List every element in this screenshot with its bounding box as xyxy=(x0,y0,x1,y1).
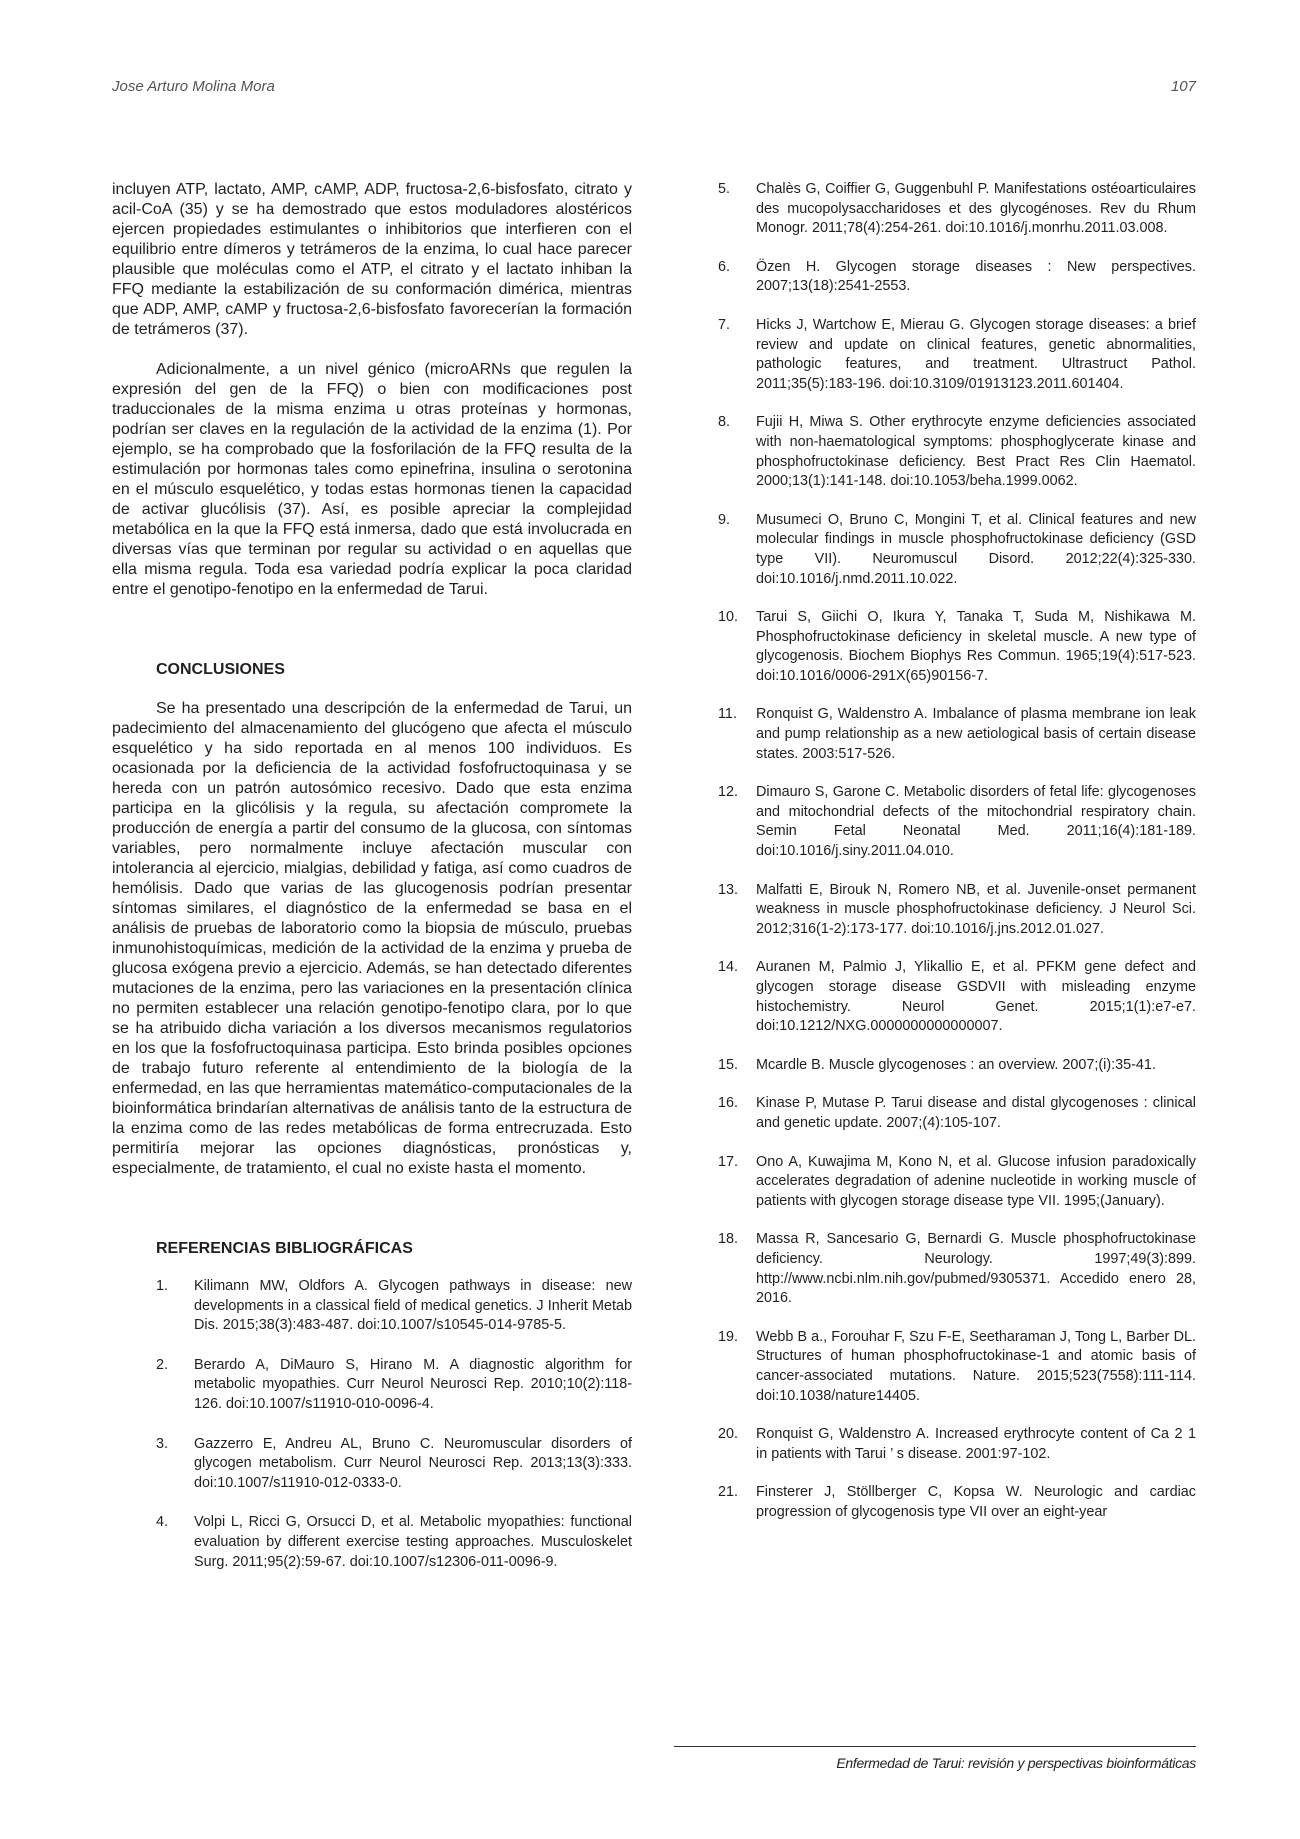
references-heading: REFERENCIAS BIBLIOGRÁFICAS xyxy=(156,1240,413,1257)
running-head-author: Jose Arturo Molina Mora xyxy=(112,78,275,95)
reference-number: 18. xyxy=(718,1231,739,1248)
reference-text: Mcardle B. Muscle glycogenoses : an overview. 2007;(i):35-41. xyxy=(756,1056,1156,1073)
reference-number: 6. xyxy=(718,258,731,275)
reference-item xyxy=(718,1056,1196,1076)
body-paragraph: incluyen ATP, lactato, AMP, cAMP, ADP, fructosa-2,6-bisfosfato, citrato y acil-CoA (35) y se ha demostrado que estos moduladores alostéricos ejercen propiedades estimulantes o inhibitorios que interfieren con el equilibrio entre dímeros y tetrámeros de la enzima, lo cual hace parecer plausible que moléculas como el ATP, el citrato y el lactato inhiban la FFQ mediante la estabilización de su conformación dimérica, mientras que ADP, AMP, cAMP y fructosa-2,6-bisfosfato favorecerían la formación de tetrámeros (37). xyxy=(112,181,632,338)
reference-item xyxy=(718,258,1196,297)
page-number: 107 xyxy=(1170,78,1196,95)
reference-item xyxy=(718,413,1196,491)
reference-number: 9. xyxy=(718,511,731,528)
footer-journal-title: Enfermedad de Tarui: revisión y perspectivas bioinformáticas xyxy=(836,1755,1196,1771)
reference-item xyxy=(156,1435,632,1494)
body-paragraph: Adicionalmente, a un nivel génico (microARNs que regulen la expresión del gen de la FFQ) o bien con modificaciones post traduccionales de la misma enzima u otras proteínas y hormonas, podrían ser claves en la regulación de la actividad de la enzima (1). Por ejemplo, se ha comprobado que la fosforilación de la FFQ resulta de la estimulación por hormonas tales como epinefrina, insulina o serotonina en el músculo esquelético, y todas estas hormonas tienen la capacidad de activar glucólisis (37). Así, es posible apreciar la complejidad metabólica en la que la FFQ está inmersa, dado que está involucrada en diversas vías que terminan por regular su actividad o en aquellas que ella misma regula. Toda esa variedad podría explicar la poca claridad entre el genotipo-fenotipo en la enfermedad de Tarui. xyxy=(112,361,632,598)
reference-text: Finsterer J, Stöllberger C, Kopsa W. Neurologic and cardiac progression of glycogenosis type VII over an eight-year xyxy=(756,1484,1196,1520)
conclusions-paragraph: Se ha presentado una descripción de la enfermedad de Tarui, un padecimiento del almacenamiento del glucógeno que afecta el músculo esquelético y ha sido reportada en al menos 100 individuos. Es ocasionada por la deficiencia de la actividad fosfofructoquinasa y se hereda con un patrón autosómico recesivo. Dado que esta enzima participa en la glicólisis y la regula, su afectación compromete la producción de energía a partir del consumo de la glucosa, con síntomas variables, pero normalmente incluye afectación muscular con intolerancia al ejercicio, mialgias, debilidad y fatiga, así como cuadros de hemólisis. Dado que varias de las glucogenosis podrían presentar síntomas similares, el diagnóstico de la enfermedad se basa en el análisis de pruebas de laboratorio como la biopsia de músculo, pruebas inmunohistoquímicas, medición de la actividad de la enzima y prueba de glucosa exógena previo a ejercicio. Además, se han detectado diferentes mutaciones de la enzima, pero las variaciones en la presentación clínica no permiten establecer una relación genotipo-fenotipo clara, por lo que se ha atribuido dicha variación a los diversos mecanismos regulatorios en los que la fosfofructoquinasa participa. Esto brinda posibles opciones de trabajo futuro referente al entendimiento de la biología de la enfermedad, en las que herramientas matemático-computacionales de la bioinformática brindarían alternativas de análisis tanto de la estructura de la enzima como de las redes metabólicas de forma entrecruzada. Esto permitiría mejorar las opciones diagnósticas, pronósticas y, especialmente, de tratamiento, el cual no existe hasta el momento. xyxy=(112,700,632,1177)
reference-text: Fujii H, Miwa S. Other erythrocyte enzyme deficiencies associated with non-haematological symptoms: phosphoglycerate kinase and phosphofructokinase deficiency. Best Pract Res Clin Haematol. 2000;13(1):141-148. doi:10.1053/beha.1999.0062. xyxy=(756,414,1196,490)
reference-number: 15. xyxy=(718,1056,739,1073)
reference-item xyxy=(156,1277,632,1336)
reference-text: Özen H. Glycogen storage diseases : New perspectives. 2007;13(18):2541-2553. xyxy=(756,258,1196,295)
reference-number: 7. xyxy=(718,316,731,333)
reference-number: 2. xyxy=(156,1356,169,1373)
reference-item xyxy=(718,958,1196,1036)
reference-text: Auranen M, Palmio J, Ylikallio E, et al. PFKM gene defect and glycogen storage disease GSDVII with misleading enzyme histochemistry. Neurol Genet. 2015;1(1):e7-e7. doi:10.1212/NXG.0000000000000007. xyxy=(756,959,1196,1035)
reference-number: 8. xyxy=(718,414,731,431)
reference-number: 11. xyxy=(718,706,737,723)
footer-divider xyxy=(674,1746,1196,1747)
reference-text: Kilimann MW, Oldfors A. Glycogen pathways in disease: new developments in a classical field of medical genetics. J Inherit Metab Dis. 2015;38(3):483-487. doi:10.1007/s10545-014-9785-5. xyxy=(194,1278,632,1334)
reference-item xyxy=(718,705,1196,764)
reference-item xyxy=(718,1483,1196,1522)
reference-text: Ronquist G, Waldenstro A. Imbalance of plasma membrane ion leak and pump relationship as a new aetiological basis of certain disease states. 2003:517-526. xyxy=(756,706,1196,762)
conclusions-heading: CONCLUSIONES xyxy=(156,661,285,678)
reference-item xyxy=(718,608,1196,686)
reference-item xyxy=(718,783,1196,861)
right-column xyxy=(718,180,1196,1522)
reference-number: 16. xyxy=(718,1095,739,1112)
reference-item xyxy=(156,1513,632,1572)
reference-number: 14. xyxy=(718,959,739,976)
reference-number: 3. xyxy=(156,1435,169,1452)
reference-item xyxy=(718,1230,1196,1308)
reference-text: Massa R, Sancesario G, Bernardi G. Muscle phosphofructokinase deficiency. Neurology. 1997;49(3):899. http://www.ncbi.nlm.nih.gov/pubmed/9305371. Accedido enero 28, 2016. xyxy=(756,1231,1196,1307)
reference-item xyxy=(718,1328,1196,1406)
reference-number: 4. xyxy=(156,1514,169,1531)
reference-text: Chalès G, Coiffier G, Guggenbuhl P. Manifestations ostéoarticulaires des mucopolysaccharidoses et des glycogénoses. Rev du Rhum Monogr. 2011;78(4):254-261. doi:10.1016/j.monrhu.2011.03.008. xyxy=(756,181,1196,237)
reference-number: 17. xyxy=(718,1153,739,1170)
reference-list xyxy=(156,1277,632,1572)
reference-text: Hicks J, Wartchow E, Mierau G. Glycogen storage diseases: a brief review and update on clinical features, genetic abnormalities, pathologic features, and treatment. Ultrastruct Pathol. 2011;35(5):183-196. doi:10.3109/01913123.2011.601404. xyxy=(756,316,1196,392)
reference-text: Berardo A, DiMauro S, Hirano M. A diagnostic algorithm for metabolic myopathies. Curr Neurol Neurosci Rep. 2010;10(2):118-126. doi:10.1007/s11910-010-0096-4. xyxy=(194,1356,632,1412)
reference-item xyxy=(156,1356,632,1415)
reference-text: Kinase P, Mutase P. Tarui disease and distal glycogenoses : clinical and genetic update. 2007;(4):105-107. xyxy=(756,1095,1196,1131)
reference-item xyxy=(718,180,1196,239)
reference-number: 13. xyxy=(718,881,739,898)
reference-text: Tarui S, Giichi O, Ikura Y, Tanaka T, Suda M, Nishikawa M. Phosphofructokinase deficiency in skeletal muscle. A new type of glycogenosis. Biochem Biophys Res Commun. 1965;19(4):517-523. doi:10.1016/0006-291X(65)90156-7. xyxy=(756,609,1196,684)
reference-item xyxy=(718,511,1196,589)
reference-number: 21. xyxy=(718,1484,739,1501)
reference-item xyxy=(718,1153,1196,1212)
reference-text: Gazzerro E, Andreu AL, Bruno C. Neuromuscular disorders of glycogen metabolism. Curr Neurol Neurosci Rep. 2013;13(3):333. doi:10.1007/s11910-012-0333-0. xyxy=(194,1435,632,1491)
reference-number: 5. xyxy=(718,181,731,197)
reference-text: Musumeci O, Bruno C, Mongini T, et al. Clinical features and new molecular findings in muscle phosphofructokinase deficiency (GSD type VII). Neuromuscul Disord. 2012;22(4):325-330. doi:10.1016/j.nmd.2011.10.022. xyxy=(756,511,1196,587)
reference-number: 1. xyxy=(156,1278,169,1294)
reference-text: Volpi L, Ricci G, Orsucci D, et al. Metabolic myopathies: functional evaluation by different exercise testing approaches. Musculoskelet Surg. 2011;95(2):59-67. doi:10.1007/s12306-011-0096-9. xyxy=(194,1514,632,1570)
reference-item xyxy=(718,1425,1196,1464)
reference-text: Ono A, Kuwajima M, Kono N, et al. Glucose infusion paradoxically accelerates degradation of adenine nucleotide in working muscle of patients with glycogen storage disease type VII. 1995;(January). xyxy=(756,1153,1196,1209)
reference-item xyxy=(718,316,1196,394)
reference-number: 19. xyxy=(718,1328,739,1345)
reference-number: 10. xyxy=(718,609,739,626)
reference-number: 12. xyxy=(718,784,739,801)
reference-item xyxy=(718,881,1196,940)
reference-text: Malfatti E, Birouk N, Romero NB, et al. Juvenile-onset permanent weakness in muscle phosphofructokinase deficiency. J Neurol Sci. 2012;316(1-2):173-177. doi:10.1016/j.jns.2012.01.027. xyxy=(756,881,1196,937)
reference-text: Webb B a., Forouhar F, Szu F-E, Seetharaman J, Tong L, Barber DL. Structures of human phosphofructokinase-1 and atomic basis of cancer-associated mutations. Nature. 2015;523(7558):111-114. doi:10.1038/nature14405. xyxy=(756,1328,1196,1404)
reference-text: Dimauro S, Garone C. Metabolic disorders of fetal life: glycogenoses and mitochondrial defects of the mitochondrial respiratory chain. Semin Fetal Neonatal Med. 2011;16(4):181-189. doi:10.1016/j.siny.2011.04.010. xyxy=(756,784,1196,860)
left-column xyxy=(112,180,632,1572)
reference-text: Ronquist G, Waldenstro A. Increased erythrocyte content of Ca 2 1 in patients with Tarui ’ s disease. 2001:97-102. xyxy=(756,1426,1196,1462)
running-head xyxy=(112,78,1196,100)
reference-number: 20. xyxy=(718,1426,739,1443)
reference-item xyxy=(718,1094,1196,1133)
